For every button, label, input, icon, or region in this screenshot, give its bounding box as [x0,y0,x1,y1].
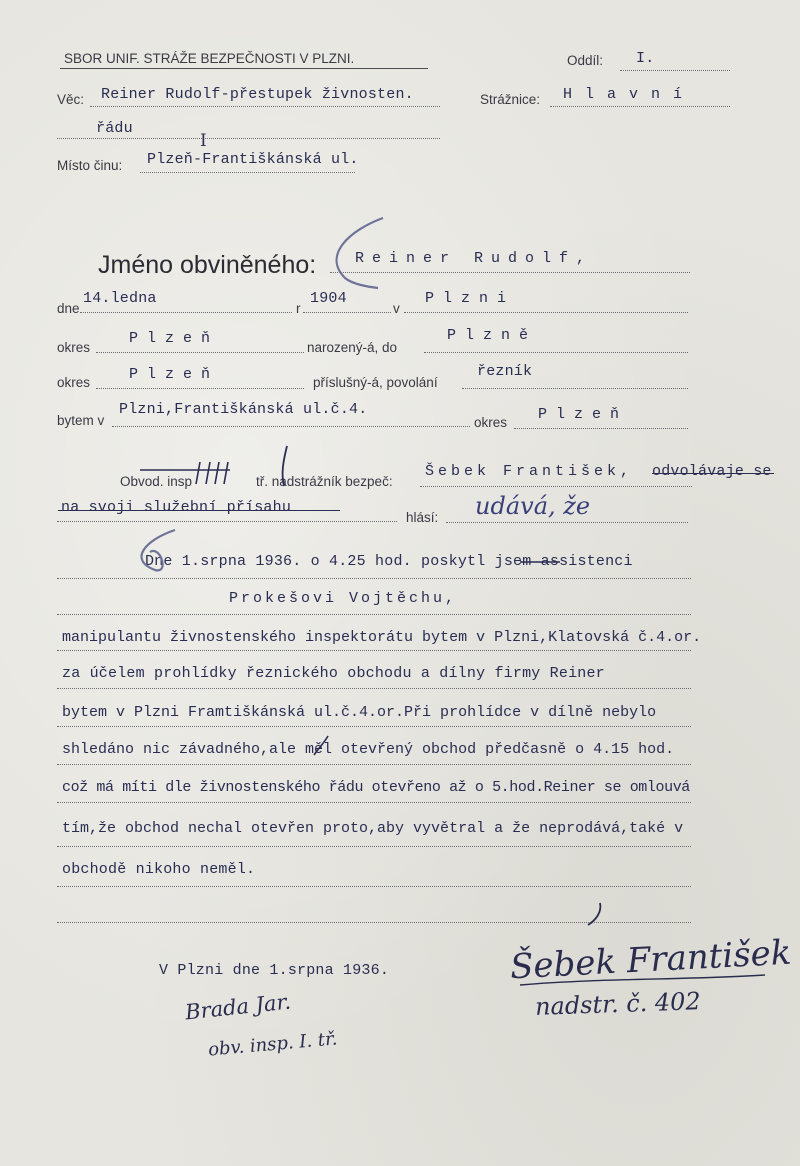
bytem-value: Plzni,Františkánská ul.č.4. [119,401,368,418]
misto-value: Plzeň-Františkánská ul. [147,151,359,168]
signature-underline-mark [520,975,765,985]
narozeny-value: Plzně [447,327,538,344]
vec-value-2: řádu [96,120,133,137]
comma-insert-mark [314,736,328,755]
body-line-5: bytem v Plzni Framtiškánská ul.č.4.or.Při prohlídce v dílně nebylo [62,704,657,721]
body-line-7: což má míti dle živnostenského řádu otevřeno až o 5.hod.Reiner se omlouvá [62,779,690,796]
body-line-8: tím,že obchod nechal otevřen proto,aby vyvětral a že neprodává,také v [62,820,684,837]
r-value: 1904 [310,290,347,307]
vec-value-1: Reiner Rudolf-přestupek živnosten. [101,86,414,103]
oath-line-2: na svoji služební přísahu [61,499,292,516]
body-line-6: shledáno nic závadného,ale měl otevřený obchod předčasně o 4.15 hod. [62,741,675,758]
handwritten-note-2: obv. insp. I. tř. [207,1028,339,1061]
signature-name: Šebek František [509,932,793,988]
signature-tick-mark [588,903,600,925]
body-line-9: obchodě nikoho neměl. [62,861,256,878]
rank-tick-mark [283,446,287,486]
straznice-label: Strážnice: [480,92,541,107]
okres3-value: Plzeň [538,406,629,423]
hlasi-handwritten: udává, že [475,492,591,520]
hlasi-label: hlásí: [406,510,439,525]
body-line-1: Dne 1.srpna 1936. o 4.25 hod. poskytl jsem assistenci [145,553,633,570]
oath-line-1: odvolávaje se [652,463,772,480]
body-line-4: za účelem prohlídky řeznického obchodu a dílny firmy Reiner [62,665,605,682]
body-loop-mark [141,530,175,570]
tr-label: tř. nadstrážník bezpeč: [256,474,393,489]
dne-label: dne [57,301,80,316]
misto-label: Místo činu: [57,158,123,173]
dne-value: 14.ledna [83,290,157,307]
r-label: r [296,301,301,316]
signature-rank: nadstr. č. 402 [534,987,702,1021]
oddil-value: I. [636,50,655,67]
officer-value: Šebek František, [425,463,634,480]
bytem-label: bytem v [57,413,105,428]
narozeny-label: narozený-á, do [307,340,398,355]
vec-label: Věc: [57,92,85,107]
handwritten-note-1: Brada Jar. [184,989,292,1025]
okres1-label: okres [57,340,91,355]
institution-header: SBOR UNIF. STRÁŽE BEZPEČNOSTI V PLZNI. [64,51,355,66]
place-date: V Plzni dne 1.srpna 1936. [159,962,390,979]
okres1-value: Plzeň [129,330,220,347]
okres2-label: okres [57,375,91,390]
v-value: Plzni [425,290,516,307]
prislusny-label: příslušný-á, povolání [313,375,438,390]
obvod-scribble-mark [196,462,228,484]
body-line-2: Prokešovi Vojtěchu, [229,590,458,607]
accused-name-value: Reiner Rudolf, [355,250,594,267]
oddil-label: Oddíl: [567,53,604,68]
obvod-label: Obvod. insp [120,474,193,489]
misto-correction: I [200,131,207,151]
v-label: v [393,301,400,316]
large-bracket-mark [337,218,383,288]
okres2-value: Plzeň [129,366,220,383]
accused-name-label: Jméno obviněného: [98,251,317,279]
body-line-3: manipulantu živnostenského inspektorátu bytem v Plzni,Klatovská č.4.or. [62,629,702,646]
okres3-label: okres [474,415,508,430]
povolani-value: řezník [477,363,533,380]
straznice-value: H l a v n í [563,86,685,103]
